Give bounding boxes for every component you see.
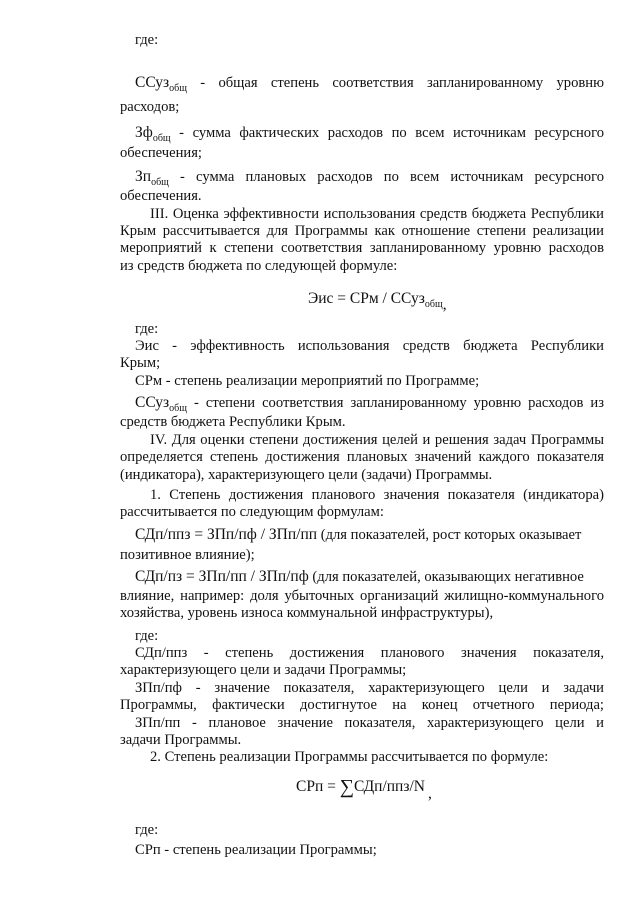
- zp-definition-line-2: обеспечения.: [120, 188, 202, 204]
- srp-definition: СРп - степень реализации Программы;: [135, 842, 377, 858]
- where-label-3: где:: [135, 628, 159, 644]
- zpp-definition-line-1: ЗПп/пп - плановое значение показателя, характеризующего цели и: [135, 715, 604, 731]
- ccuz2-definition-line-1: ССуз$_{общ}$ - степени соответствия запланированному уровню расходов из: [135, 394, 604, 414]
- formula-negative-line: СДп/пз = ЗПп/пп / ЗПп/пф (для показателей, оказывающих негативное: [135, 568, 584, 585]
- zf-definition-line-1: $Зф_{общ}$ - сумма фактических расходов по всем источникам ресурсного: [135, 124, 604, 144]
- ccuz2-definition-line-2: средств бюджета Республики Крым.: [120, 414, 346, 430]
- zf-symbol: $Зф_{общ}$: [135, 124, 171, 144]
- where-label-1: где:: [135, 32, 159, 48]
- item-2-line-1: 2. Степень реализации Программы рассчитывается по формуле:: [150, 749, 549, 765]
- section-3-line-3: мероприятий к степени соответствия запланированному уровню расходов: [120, 240, 604, 256]
- sdp-definition-line-1: СДп/ппз - степень достижения планового значения показателя,: [135, 645, 604, 661]
- zpf-definition-line-1: ЗПп/пф - значение показателя, характеризующего цели и задачи: [135, 680, 604, 696]
- section-4-line-2: определяется степень достижения плановых значений каждого показателя: [120, 449, 604, 465]
- sigma-symbol: ∑: [339, 776, 355, 798]
- ccuz-definition-line-2: расходов;: [120, 99, 180, 115]
- formula-negative-line-2: влияние, например: доля убыточных организаций жилищно-коммунального: [120, 588, 604, 604]
- item-1-line-1: 1. Степень достижения планового значения показателя (индикатора): [150, 487, 604, 503]
- zpp-definition-line-2: задачи Программы.: [120, 732, 242, 748]
- where-label-2: где:: [135, 321, 159, 337]
- section-4-line-3: (индикатора), характеризующего цели (задачи) Программы.: [120, 467, 493, 483]
- section-4-line-1: IV. Для оценки степени достижения целей и решения задач Программы: [150, 432, 604, 448]
- formula-program-realization: СРп = ∑СДп/ппз/N ,: [296, 776, 432, 802]
- zp-definition-line-1: $Зп_{общ}$ - сумма плановых расходов по всем источникам ресурсного: [135, 168, 604, 188]
- sdp-definition-line-2: характеризующего цели и задачи Программы;: [120, 662, 407, 678]
- section-3-line-1: III. Оценка эффективности использования средств бюджета Республики: [150, 206, 604, 222]
- zp-symbol: $Зп_{общ}$: [135, 168, 169, 188]
- item-1-line-2: рассчитывается по следующим формулам:: [120, 504, 384, 520]
- srm-definition: СРм - степень реализации мероприятий по Программе;: [135, 373, 480, 389]
- formula-positive-cont: позитивное влияние);: [120, 547, 255, 563]
- eis-definition-line-2: Крым;: [120, 355, 161, 371]
- formula-positive-line: СДп/ппз = ЗПп/пф / ЗПп/пп (для показателей, рост которых оказывает: [135, 526, 582, 543]
- formula-negative: СДп/пз = ЗПп/пп / ЗПп/пф: [135, 568, 309, 585]
- formula-efficiency: Эис = СРм / ССуз$_{общ}$,: [308, 290, 447, 313]
- ccuz-definition-line-1: ССуз$_{общ}$ - общая степень соответствия запланированному уровню: [135, 74, 604, 94]
- ccuz-symbol: ССуз$_{общ}$: [135, 74, 187, 94]
- section-3-line-4: из средств бюджета по следующей формуле:: [120, 258, 398, 274]
- zpf-definition-line-2: Программы, фактически достигнутое на конец отчетного периода;: [120, 697, 604, 713]
- formula-positive: СДп/ппз = ЗПп/пф / ЗПп/пп: [135, 526, 318, 543]
- formula-negative-line-3: хозяйства, уровень износа коммунальной инфраструктуры),: [120, 605, 494, 621]
- zf-definition-line-2: обеспечения;: [120, 145, 202, 161]
- eis-definition-line-1: Эис - эффективность использования средств бюджета Республики: [135, 338, 604, 354]
- ccuz2-symbol: ССуз$_{общ}$: [135, 394, 187, 414]
- section-3-line-2: Крым рассчитывается для Программы как отношение степени реализации: [120, 223, 604, 239]
- where-label-4: где:: [135, 822, 159, 838]
